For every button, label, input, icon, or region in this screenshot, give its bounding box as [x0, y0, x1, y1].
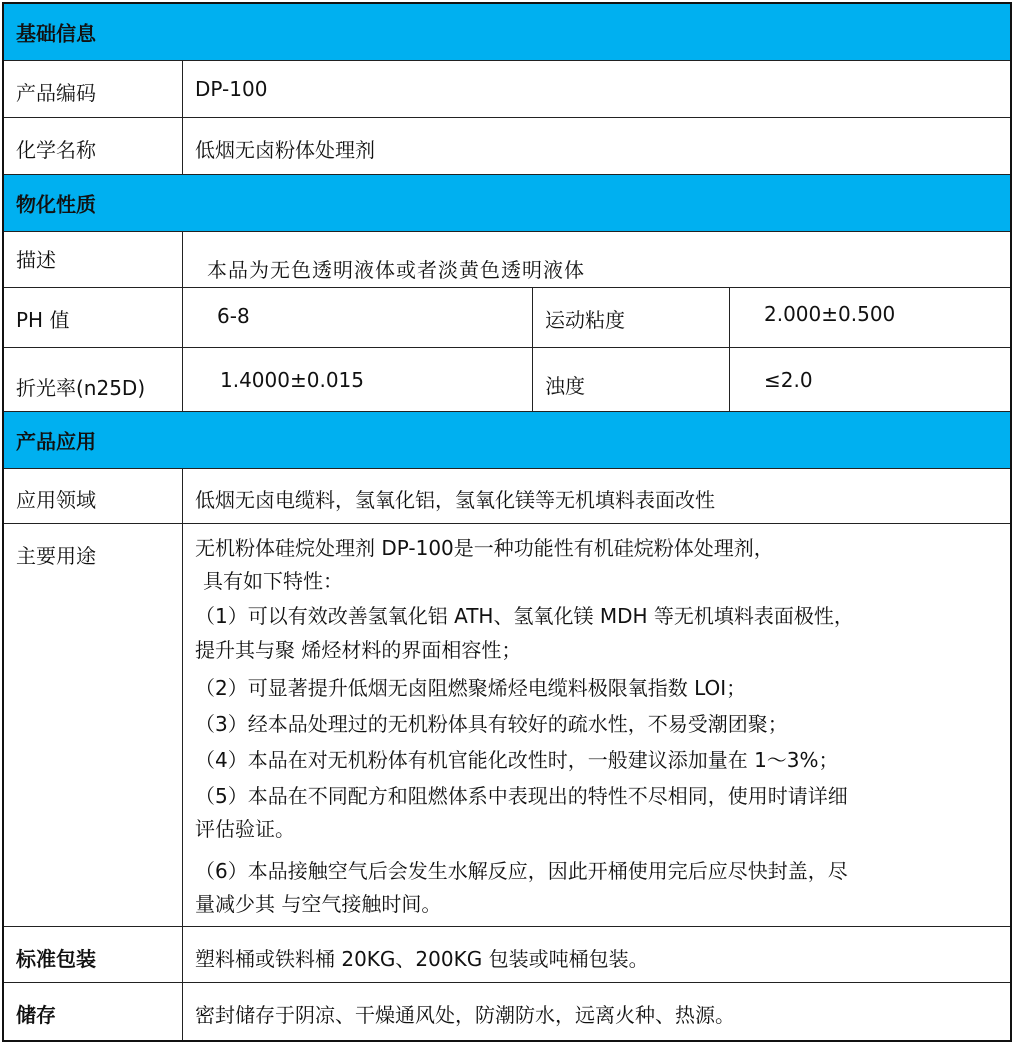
usage-line: 提升其与聚 烯烃材料的界面相容性； — [195, 638, 522, 662]
value-cell — [183, 232, 1010, 287]
usage-line: （1）可以有效改善氢氧化铝 ATH、氢氧化镁 MDH 等无机填料表面极性， — [195, 604, 854, 628]
section-header-application — [4, 412, 1010, 469]
row-main-usage — [4, 524, 1010, 927]
row-ph-viscosity — [4, 288, 1010, 348]
value-cell — [183, 288, 533, 347]
usage-line: （2）可显著提升低烟无卤阻燃聚烯烃电缆料极限氧指数 LOI； — [195, 676, 747, 700]
label-cell — [4, 469, 183, 523]
label-cell — [4, 118, 183, 174]
label-cell — [4, 927, 183, 982]
value-cell — [730, 288, 1010, 347]
viscosity-value: 2.000±0.500 — [764, 302, 896, 326]
label-cell — [533, 348, 730, 411]
usage-line: 无机粉体硅烷处理剂 DP-100是一种功能性有机硅烷粉体处理剂， — [195, 536, 774, 560]
viscosity-label: 运动粘度 — [545, 308, 625, 332]
row-refraction-turbidity — [4, 348, 1010, 412]
usage-line: （5）本品在不同配方和阻燃体系中表现出的特性不尽相同，使用时请详细 — [195, 784, 848, 808]
value-cell — [183, 469, 1010, 523]
usage-line: （3）经本品处理过的无机粉体具有较好的疏水性，不易受潮团聚； — [195, 712, 788, 736]
section-title: 产品应用 — [16, 429, 96, 454]
product-code-label: 产品编码 — [16, 81, 96, 105]
application-field-label: 应用领域 — [16, 488, 96, 512]
packaging-label: 标准包装 — [16, 947, 96, 971]
value-cell — [183, 983, 1010, 1040]
turbidity-value: ≤2.0 — [764, 368, 813, 392]
value-cell — [183, 524, 1010, 926]
label-cell — [4, 524, 183, 926]
usage-line: 量减少其 与空气接触时间。 — [195, 892, 442, 916]
chemical-name-label: 化学名称 — [16, 138, 96, 162]
usage-line: 评估验证。 — [195, 817, 295, 841]
value-cell — [183, 118, 1010, 174]
value-cell — [183, 61, 1010, 117]
description-value: 本品为无色透明液体或者淡黄色透明液体 — [207, 258, 585, 282]
section-title: 基础信息 — [16, 21, 96, 46]
value-cell — [730, 348, 1010, 411]
value-cell — [183, 927, 1010, 982]
section-title: 物化性质 — [16, 192, 96, 217]
row-application-field — [4, 469, 1010, 524]
description-label: 描述 — [16, 248, 56, 272]
ph-label: PH 值 — [16, 308, 70, 332]
label-cell — [4, 61, 183, 117]
label-cell — [533, 288, 730, 347]
label-cell — [4, 288, 183, 347]
label-cell — [4, 348, 183, 411]
usage-line: （6）本品接触空气后会发生水解反应，因此开桶使用完后应尽快封盖，尽 — [195, 859, 848, 883]
usage-line: 具有如下特性： — [203, 569, 343, 593]
label-cell — [4, 232, 183, 287]
storage-value: 密封储存于阴凉、干燥通风处，防潮防水，远离火种、热源。 — [195, 1003, 735, 1027]
section-header-physchem — [4, 175, 1010, 232]
application-field-value: 低烟无卤电缆料，氢氧化铝，氢氧化镁等无机填料表面改性 — [195, 488, 715, 512]
refraction-value: 1.4000±0.015 — [220, 368, 364, 392]
ph-value: 6-8 — [217, 304, 250, 328]
turbidity-label: 浊度 — [545, 374, 585, 398]
usage-line: （4）本品在对无机粉体有机官能化改性时，一般建议添加量在 1～3%； — [195, 748, 839, 772]
row-packaging — [4, 927, 1010, 983]
row-storage — [4, 983, 1010, 1040]
chemical-name-value: 低烟无卤粉体处理剂 — [195, 138, 375, 162]
row-description — [4, 232, 1010, 288]
label-cell — [4, 983, 183, 1040]
value-cell — [183, 348, 533, 411]
product-spec-table — [2, 2, 1012, 1042]
section-header-basic — [4, 4, 1010, 61]
refraction-label: 折光率(n25D) — [16, 376, 146, 400]
storage-label: 储存 — [16, 1003, 56, 1027]
row-chemical-name — [4, 118, 1010, 175]
product-code-value: DP-100 — [195, 77, 268, 101]
packaging-value: 塑料桶或铁料桶 20KG、200KG 包装或吨桶包装。 — [195, 947, 649, 971]
main-usage-label: 主要用途 — [16, 544, 96, 568]
row-product-code — [4, 61, 1010, 118]
